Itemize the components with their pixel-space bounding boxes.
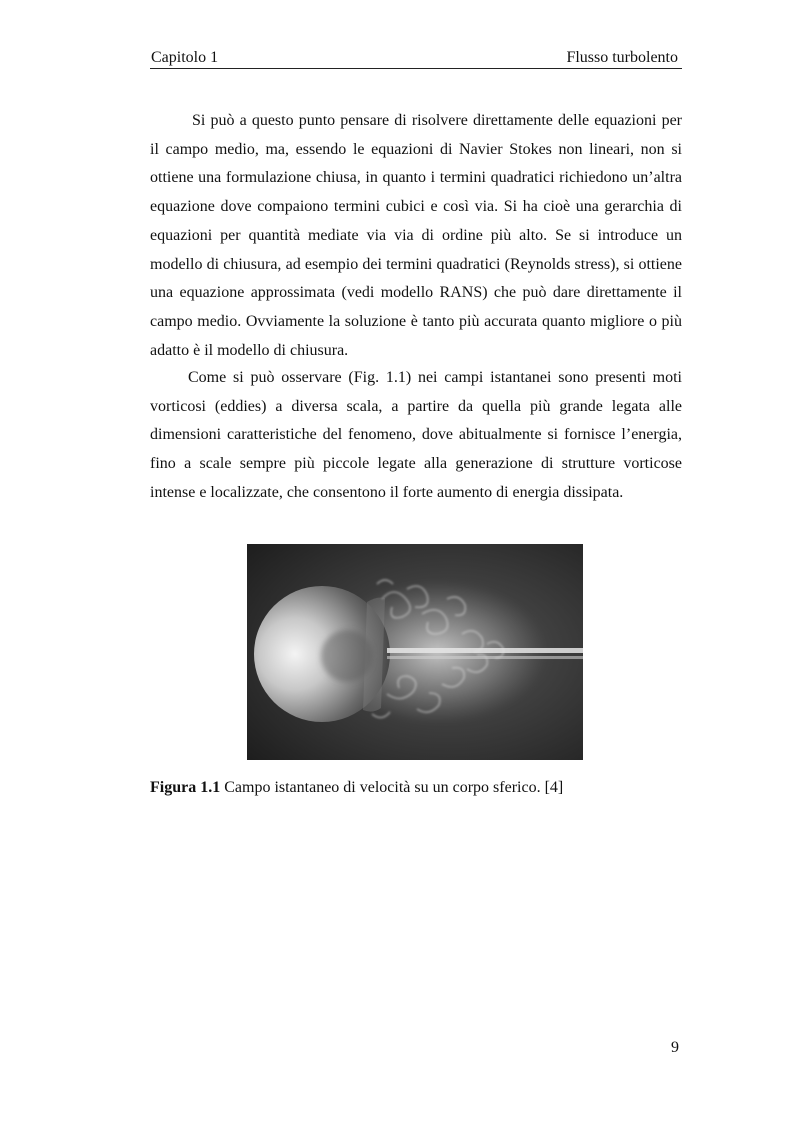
page-number: 9 xyxy=(671,1039,679,1056)
figure-caption-text: Campo istantaneo di velocità su un corpo sferico. [4] xyxy=(220,779,564,796)
page-header xyxy=(150,48,682,69)
paragraph-2: Come si può osservare (Fig. 1.1) nei campi istantanei sono presenti moti vorticosi (eddies) a diversa scala, a partire da quella più grande legata alle dimensioni caratteristiche del fenomeno, dove abitualmente si fornisce l’energia, fino a scale sempre più piccole legate alla generazione di strutture vorticose intense e localizzate, che consentono il forte aumento di energia dissipata. xyxy=(150,369,682,501)
figure-sphere-flow-photo xyxy=(247,544,583,760)
chapter-title: Capitolo 1 xyxy=(151,49,219,66)
figure-caption xyxy=(150,777,682,799)
paragraph-1: Si può a questo punto pensare di risolvere direttamente delle equazioni per il campo medio, ma, essendo le equazioni di Navier Stokes non lineari, non si ottiene una formulazione chiusa, in quanto i termini quadratici richiedono un’altra equazione dove compaiono termini cubici e così via. Si ha cioè una gerarchia di equazioni per quantità mediate via via di ordine più alto. Se si introduce un modello di chiusura, ad esempio dei termini quadratici (Reynolds stress), si ottiene una equazione approssimata (vedi modello RANS) che può dare direttamente il campo medio. Ovviamente la soluzione è tanto più accurata quanto migliore o più adatto è il modello di chiusura. xyxy=(150,112,682,359)
sphere-flow-illustration xyxy=(247,544,583,760)
section-title: Flusso turbolento xyxy=(566,49,678,66)
figure-caption-label: Figura 1.1 xyxy=(150,779,221,796)
